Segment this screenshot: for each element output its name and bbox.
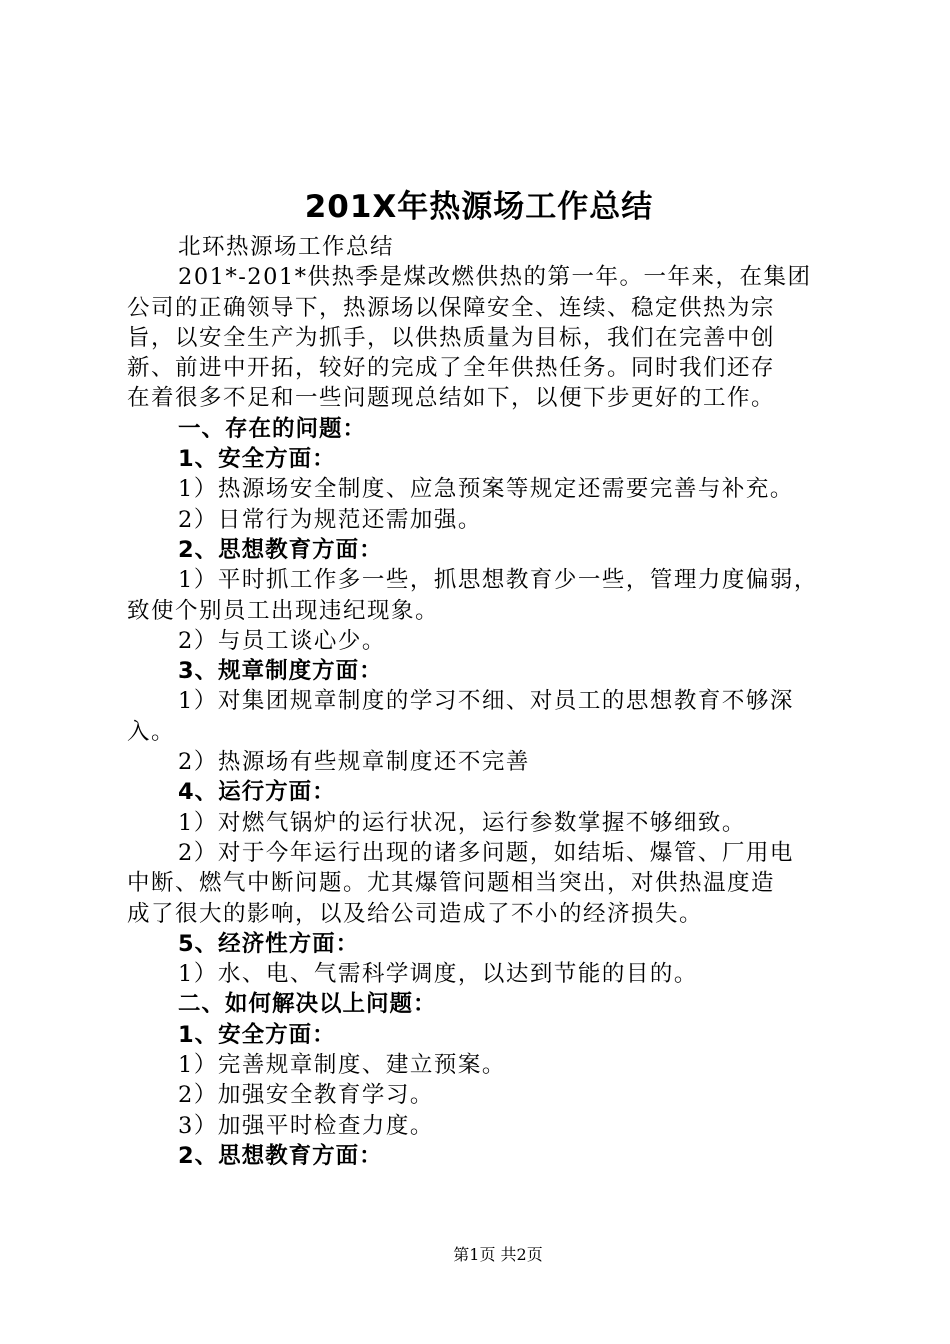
page-footer: 第1页 共2页	[453, 1245, 543, 1264]
document-body	[127, 232, 857, 1171]
body-line: 旨，以安全生产为抓手，以供热质量为目标，我们在完善中创	[127, 324, 776, 351]
list-item: 2）对于今年运行出现的诸多问题，如结垢、爆管、厂用电	[178, 839, 794, 866]
subsection-heading: 2、思想教育方面：	[178, 1142, 383, 1169]
body-line: 入。	[127, 718, 176, 745]
list-item: 1）对集团规章制度的学习不细、对员工的思想教育不够深	[178, 688, 794, 715]
subsection-heading: 3、规章制度方面：	[178, 658, 383, 685]
list-item: 2）加强安全教育学习。	[178, 1082, 434, 1109]
list-item: 2）热源场有些规章制度还不完善	[178, 749, 530, 776]
list-item: 2）日常行为规范还需加强。	[178, 506, 482, 533]
list-item: 1）热源场安全制度、应急预案等规定还需要完善与补充。	[178, 476, 794, 503]
list-item: 1）水、电、气需科学调度，以达到节能的目的。	[178, 961, 698, 988]
body-line: 201*-201*供热季是煤改燃供热的第一年。一年来，在集团	[178, 264, 812, 291]
list-item: 2）与员工谈心少。	[178, 627, 386, 654]
subsection-heading: 1、安全方面：	[178, 446, 336, 473]
list-item: 1）完善规章制度、建立预案。	[178, 1052, 506, 1079]
document-title: 201X年热源场工作总结	[304, 189, 654, 225]
body-line: 致使个别员工出现违纪现象。	[127, 597, 440, 624]
subsection-heading: 5、经济性方面：	[178, 930, 360, 957]
subsection-heading: 4、运行方面：	[178, 779, 336, 806]
body-line: 新、前进中开拓，较好的完成了全年供热任务。同时我们还存	[127, 355, 776, 382]
body-line: 北环热源场工作总结	[178, 234, 395, 260]
body-line: 中断、燃气中断问题。尤其爆管问题相当突出，对供热温度造	[127, 870, 776, 897]
section-heading: 一、存在的问题：	[178, 415, 367, 442]
subsection-heading: 2、思想教育方面：	[178, 536, 383, 563]
list-item: 3）加强平时检查力度。	[178, 1112, 434, 1139]
list-item: 1）平时抓工作多一些，抓思想教育少一些，管理力度偏弱，	[178, 567, 818, 594]
list-item: 1）对燃气锅炉的运行状况，运行参数掌握不够细致。	[178, 809, 746, 836]
body-line: 公司的正确领导下，热源场以保障安全、连续、稳定供热为宗	[127, 294, 776, 321]
body-line: 在着很多不足和一些问题现总结如下，以便下步更好的工作。	[127, 385, 776, 412]
section-heading: 二、如何解决以上问题：	[178, 991, 437, 1018]
subsection-heading: 1、安全方面：	[178, 1021, 336, 1048]
body-line: 成了很大的影响，以及给公司造成了不小的经济损失。	[127, 900, 704, 927]
